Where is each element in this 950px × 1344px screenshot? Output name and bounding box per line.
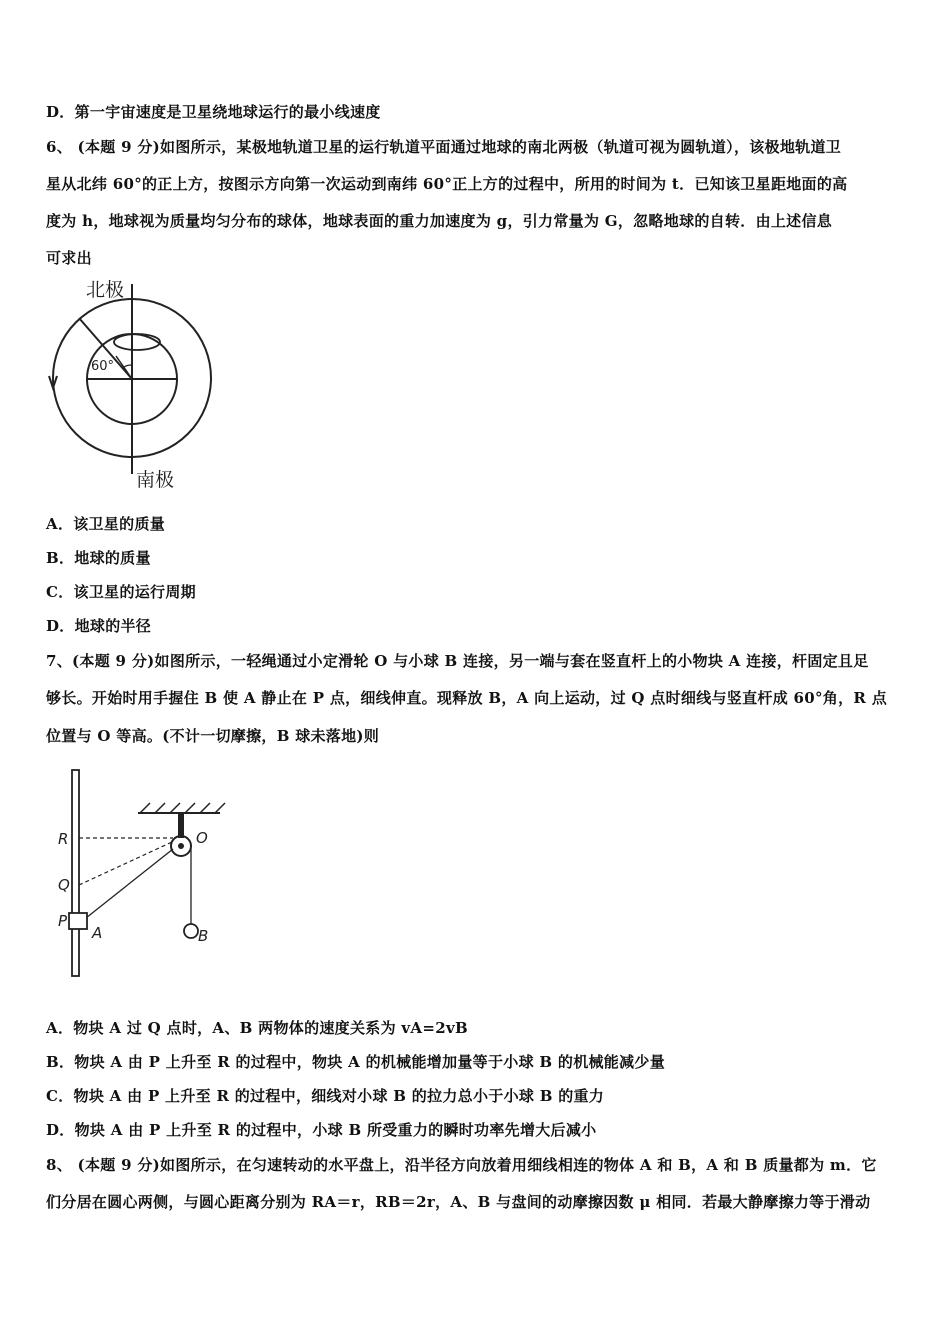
- q7-option-d: D．物块 A 由 P 上升至 R 的过程中，小球 B 所受重力的瞬时功率先增大后减小: [46, 1121, 597, 1139]
- label-p: P: [58, 912, 68, 930]
- pulley-axle: [178, 843, 184, 849]
- label-q: Q: [58, 876, 70, 894]
- q6-option-c: C．该卫星的运行周期: [46, 583, 196, 601]
- q6-option-b: B．地球的质量: [46, 549, 151, 567]
- polar-orbit-figure: [40, 276, 220, 496]
- pulley-support: [178, 813, 184, 838]
- q6-stem-line-4: 可求出: [46, 249, 92, 267]
- q8-stem-line-1: 8、 (本题 9 分)如图所示，在匀速转动的水平盘上，沿半径方向放着用细线相连的物体 A 和 B，A 和 B 质量都为 m．它: [46, 1156, 877, 1174]
- q7-stem-line-1: 7、(本题 9 分)如图所示，一轻绳通过小定滑轮 O 与小球 B 连接，另一端与套在竖直杆上的小物块 A 连接，杆固定且足: [46, 652, 869, 670]
- label-r: R: [58, 830, 69, 848]
- q6-stem-line-3: 度为 h，地球视为质量均匀分布的球体，地球表面的重力加速度为 g，引力常量为 G，忽略地球的自转．由上述信息: [46, 212, 833, 230]
- latitude-radius-line: [116, 356, 132, 379]
- q6-stem-line-1: 6、 (本题 9 分)如图所示，某极地轨道卫星的运行轨道平面通过地球的南北两极（轨道可视为圆轨道），该极地轨道卫: [46, 138, 842, 156]
- q6-option-d: D．地球的半径: [46, 617, 152, 635]
- ceiling-hatch: [140, 803, 225, 813]
- dashed-line-q: [79, 842, 172, 885]
- q7-option-c: C．物块 A 由 P 上升至 R 的过程中，细线对小球 B 的拉力总小于小球 B 的重力: [46, 1087, 605, 1105]
- q7-option-b: B．物块 A 由 P 上升至 R 的过程中，物块 A 的机械能增加量等于小球 B 的机械能减少量: [46, 1053, 666, 1071]
- q7-stem-line-2: 够长。开始时用手握住 B 使 A 静止在 P 点，细线伸直。现释放 B，A 向上运动，过 Q 点时细线与竖直杆成 60°角，R 点: [46, 689, 887, 707]
- latitude-ellipse: [114, 334, 160, 350]
- angle-arc: [124, 365, 132, 367]
- q7-option-a: A．物块 A 过 Q 点时，A、B 两物体的速度关系为 vA=2vB: [46, 1019, 468, 1037]
- rope-to-a: [86, 849, 173, 918]
- q8-stem-line-2: 们分居在圆心两侧，与圆心距离分别为 RA＝r，RB＝2r，A、B 与盘间的动摩擦因数 μ 相同．若最大静摩擦力等于滑动: [46, 1193, 871, 1211]
- angle-label: 60°: [91, 359, 115, 374]
- block-a: [69, 913, 87, 929]
- pulley-figure: [50, 768, 240, 983]
- q5-option-d: D．第一宇宙速度是卫星绕地球运行的最小线速度: [46, 103, 381, 121]
- label-o: O: [196, 829, 208, 847]
- vertical-rod: [72, 770, 79, 976]
- south-pole-label: 南极: [136, 469, 175, 491]
- label-a: A: [92, 924, 103, 942]
- ball-b: [184, 924, 198, 938]
- north-pole-label: 北极: [86, 279, 125, 301]
- label-b: B: [198, 927, 209, 945]
- q6-stem-line-2: 星从北纬 60°的正上方，按图示方向第一次运动到南纬 60°正上方的过程中，所用的时间为 t．已知该卫星距地面的高: [46, 175, 848, 193]
- q6-option-a: A．该卫星的质量: [46, 515, 166, 533]
- q7-stem-line-3: 位置与 O 等高。(不计一切摩擦，B 球未落地)则: [46, 727, 380, 745]
